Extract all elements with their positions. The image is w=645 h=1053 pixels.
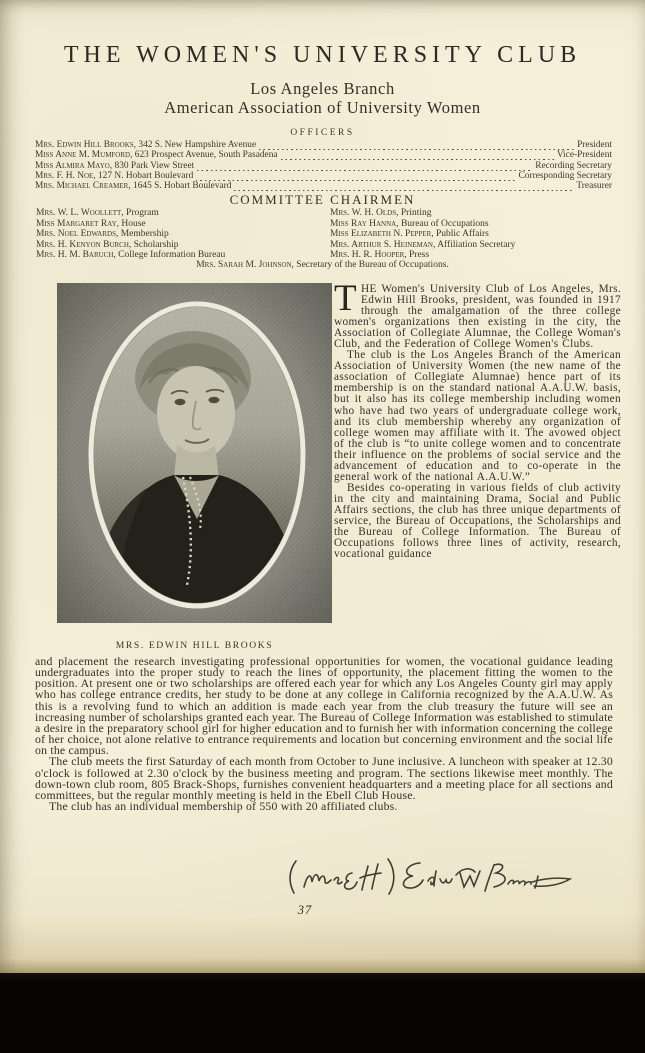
- committee-row: [330, 229, 622, 240]
- officer-row: [35, 161, 612, 171]
- committee-name: Mrs. W. L. Woollett,: [36, 208, 124, 218]
- committee-row: [330, 219, 622, 230]
- officer-address: 342 S. New Hampshire Avenue: [138, 140, 257, 150]
- committee-column-left: [36, 208, 324, 261]
- officer-address: 623 Prospect Avenue, South Pasadena: [134, 150, 278, 161]
- committee-row: [36, 208, 324, 219]
- officer-title: Recording Secretary: [535, 160, 612, 171]
- committee-role: Public Affairs: [435, 229, 489, 240]
- officer-name: Mrs. Michael Creamer,: [35, 181, 131, 192]
- bureau-secretary-line: [0, 260, 645, 270]
- page-number: 37: [297, 903, 313, 917]
- committee-role: Secretary of the Bureau of Occupations.: [293, 260, 449, 270]
- committee-name: Mrs. Sarah M. Johnson,: [196, 260, 294, 270]
- officer-title: Corresponding Secretary: [518, 170, 612, 181]
- officer-row: [35, 181, 612, 191]
- officers-list: [35, 140, 612, 191]
- article-paragraph: and placement the research investigating professional opportunities for women, the vocational guidance leading undergraduates into the proper study to reach the lines of opportunity, the placement fitting the women to the position. At present one or two scholarships are offered each year for which any Los Angeles County girl may apply who has college entrance credits, her study to be done at any college in California recognized by the A.A.U.W. As this is a revolving fund to which an addition is made each year from the club treasury the future will see an increasing number of scholarships granted each year. The Bureau of College Information was established to stimulate a desire in the preparatory school girl for higher education and to furnish her with information concerning the college of her choice, not alone relative to entrance requirements and location but concerning environment and the social life on the campus.: [35, 654, 613, 758]
- officer-name: Mrs. Edwin Hill Brooks,: [35, 140, 137, 150]
- committee-name: Mrs. W. H. Olds,: [330, 208, 399, 218]
- committee-name: Mrs. H. M. Baruch,: [36, 250, 116, 261]
- photo-caption: MRS. EDWIN HILL BROOKS: [115, 640, 274, 651]
- officer-name: Miss Anne M. Mumford,: [35, 150, 133, 161]
- officer-name: Miss Almira Mayo,: [35, 160, 113, 171]
- committee-name: Miss Ray Hanna,: [330, 218, 399, 229]
- dot-leader: [259, 142, 574, 150]
- committee-role: College Information Bureau: [118, 250, 226, 261]
- article-paragraph: The club is the Los Angeles Branch of the American Association of University Women (the new name of the association of Collegiate Alumnae) hence part of its membership is on the standard national A.A.U.W. basis, but it also has its college membership including women who have had two years of undergraduate college work, and its club membership whereby any organization of college women may affiliate with it. The avowed object of the club is “to unite college women and to concentrate their influence on the problems of social service and the advancement of education and to co-operate in the general work of the national A.A.U.W.”: [334, 349, 621, 483]
- committee-row: [36, 229, 324, 240]
- officer-title: Treasurer: [576, 181, 612, 192]
- committee-row: [330, 240, 622, 251]
- committee-role: House: [121, 218, 146, 229]
- article-paragraph: [334, 278, 621, 351]
- article-fullwidth: [35, 656, 613, 812]
- dot-leader: [197, 163, 532, 171]
- officer-name: Mrs. F. H. Noe,: [35, 170, 96, 181]
- article-column: [334, 278, 621, 561]
- officer-row: [35, 140, 612, 150]
- handwritten-signature: [280, 851, 580, 903]
- committee-name: Mrs. H. R. Hooper,: [330, 250, 407, 261]
- committee-role: Program: [126, 208, 159, 218]
- officer-address: 1645 S. Hobart Boulevard: [133, 181, 232, 192]
- committee-row: [330, 208, 622, 219]
- officer-address: 830 Park View Street: [114, 160, 195, 171]
- committee-name: Mrs. Arthur S. Heineman,: [330, 239, 436, 250]
- article-paragraph: Besides co-operating in various fields of club activity in the city and maintaining Drama, Social and Public Affairs sections, the club has three unique departments of service, the Bureau of Occupations, the Scholarships and the Bureau of College Information. The Bureau of Occupations follows three lines of activity, research, vocational guidance: [334, 481, 621, 561]
- committee-row: [36, 219, 324, 230]
- signature-image: [280, 851, 580, 903]
- committee-role: Printing: [400, 208, 432, 218]
- paragraph-text: HE Women's University Club of Los Angeles, Mrs. Edwin Hill Brooks, president, was founded in 1917 through the amalgamation of the three college women's organizations then existing in the city, the Association of Collegiate Alumnae, the College Woman's Club, and the Federation of College Women's Clubs.: [334, 283, 621, 351]
- committee-name: Mrs. H. Kenyon Burch,: [36, 239, 132, 250]
- committee-name: Miss Elizabeth N. Pepper,: [330, 229, 434, 240]
- committee-role: Membership: [120, 229, 169, 240]
- page-title: THE WOMEN'S UNIVERSITY CLUB: [63, 42, 582, 68]
- officer-title: Vice-President: [556, 150, 612, 161]
- drop-cap: T: [334, 278, 357, 319]
- committee-row: [36, 240, 324, 251]
- committee-name: Miss Margaret Ray,: [36, 218, 119, 229]
- subtitle-branch: Los Angeles Branch: [250, 79, 395, 98]
- subtitle-association: American Association of University Women: [164, 98, 481, 117]
- officer-title: President: [577, 140, 612, 150]
- scan-edge-black-bar: [0, 973, 645, 1053]
- article-paragraph: The club has an individual membership of 550 with 20 affiliated clubs.: [49, 799, 398, 814]
- officers-heading: OFFICERS: [290, 128, 355, 138]
- committee-column-right: [330, 208, 622, 261]
- committee-role: Affiliation Secretary: [437, 239, 516, 250]
- committee-name: Mrs. Noel Edwards,: [36, 229, 119, 240]
- article-paragraph: The club meets the first Saturday of each month from October to June inclusive. A luncheon with speaker at 12.30 o'clock is followed at 2.30 o'clock by the business meeting and program. The sections likewise meet monthly. The down-town club room, 805 Brack-Shops, furnishes convenient headquarters and a meeting place for all sections and committees, but the regular monthly meeting is held in the Ebell Club House.: [35, 754, 613, 802]
- committee-role: Bureau of Occupations: [400, 218, 489, 229]
- officer-row: [35, 171, 612, 181]
- committee-role: Scholarship: [133, 239, 179, 250]
- portrait-photo: [57, 283, 332, 623]
- portrait-photo-image: [57, 283, 332, 623]
- committee-heading: COMMITTEE CHAIRMEN: [229, 192, 416, 207]
- officer-row: [35, 150, 612, 160]
- dot-leader: [281, 153, 554, 161]
- committee-role: Press: [409, 250, 430, 261]
- dot-leader: [234, 183, 573, 191]
- officer-address: 127 N. Hobart Boulevard: [97, 170, 194, 181]
- dot-leader: [196, 173, 515, 181]
